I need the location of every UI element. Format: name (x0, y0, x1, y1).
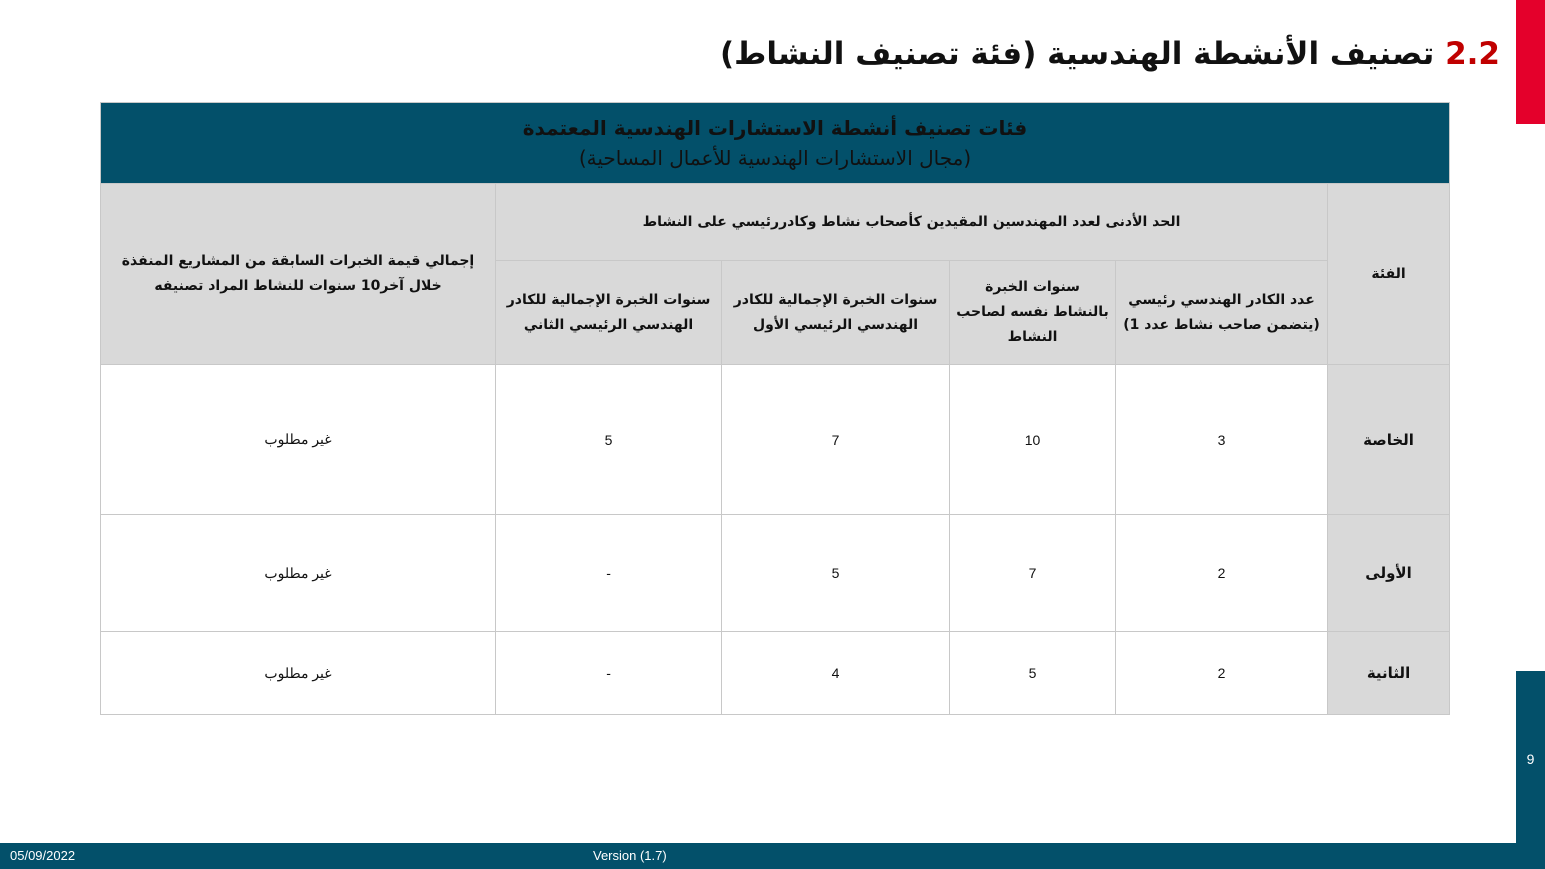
row-category: الأولى (1328, 515, 1450, 632)
row-category: الثانية (1328, 632, 1450, 715)
row-category: الخاصة (1328, 365, 1450, 515)
page-number: 9 (1526, 751, 1535, 767)
cell-total-value: غير مطلوب (101, 515, 496, 632)
cell-count: 3 (1116, 365, 1328, 515)
cell-count: 2 (1116, 515, 1328, 632)
footer-date: 05/09/2022 (10, 848, 76, 863)
table-row (101, 365, 1450, 515)
cell-total-value: غير مطلوب (101, 365, 496, 515)
cell-count: 2 (1116, 632, 1328, 715)
cell-first-years: 5 (722, 515, 950, 632)
banner-subtitle: (مجال الاستشارات الهندسية للأعمال المساحية) (578, 146, 972, 170)
header-count: عدد الكادر الهندسي رئيسي (يتضمن صاحب نشاط عدد 1) (1116, 261, 1328, 365)
header-owner-years: سنوات الخبرة بالنشاط نفسه لصاحب النشاط (950, 261, 1116, 365)
table-row (101, 632, 1450, 715)
footer-bar (0, 843, 1516, 869)
cell-first-years: 7 (722, 365, 950, 515)
cell-first-years: 4 (722, 632, 950, 715)
footer-version: Version (1.7) (593, 848, 667, 863)
header-total-value: إجمالي قيمة الخبرات السابقة من المشاريع المنفذة خلال آخر10 سنوات للنشاط المراد تصنيفه (101, 184, 496, 365)
header-min-engineers: الحد الأدنى لعدد المهندسين المقيدين كأصحاب نشاط وكادررئيسي على النشاط (496, 184, 1328, 261)
cell-owner-years: 5 (950, 632, 1116, 715)
section-title: تصنيف الأنشطة الهندسية (فئة تصنيف النشاط) (719, 36, 1435, 72)
cell-owner-years: 10 (950, 365, 1116, 515)
cell-second-years: - (496, 515, 722, 632)
header-second-years: سنوات الخبرة الإجمالية للكادر الهندسي الرئيسي الثاني (496, 261, 722, 365)
classification-table (100, 102, 1450, 715)
table-banner (101, 103, 1450, 184)
cell-second-years: 5 (496, 365, 722, 515)
cell-second-years: - (496, 632, 722, 715)
page-title (720, 36, 1500, 72)
header-category: الفئة (1328, 184, 1450, 365)
side-bar (1516, 671, 1545, 869)
cell-owner-years: 7 (950, 515, 1116, 632)
banner-title: فئات تصنيف أنشطة الاستشارات الهندسية المعتمدة (522, 116, 1028, 140)
section-number: 2.2 (1445, 36, 1500, 72)
table-row (101, 515, 1450, 632)
header-first-years: سنوات الخبرة الإجمالية للكادر الهندسي الرئيسي الأول (722, 261, 950, 365)
accent-bar (1516, 0, 1545, 124)
cell-total-value: غير مطلوب (101, 632, 496, 715)
